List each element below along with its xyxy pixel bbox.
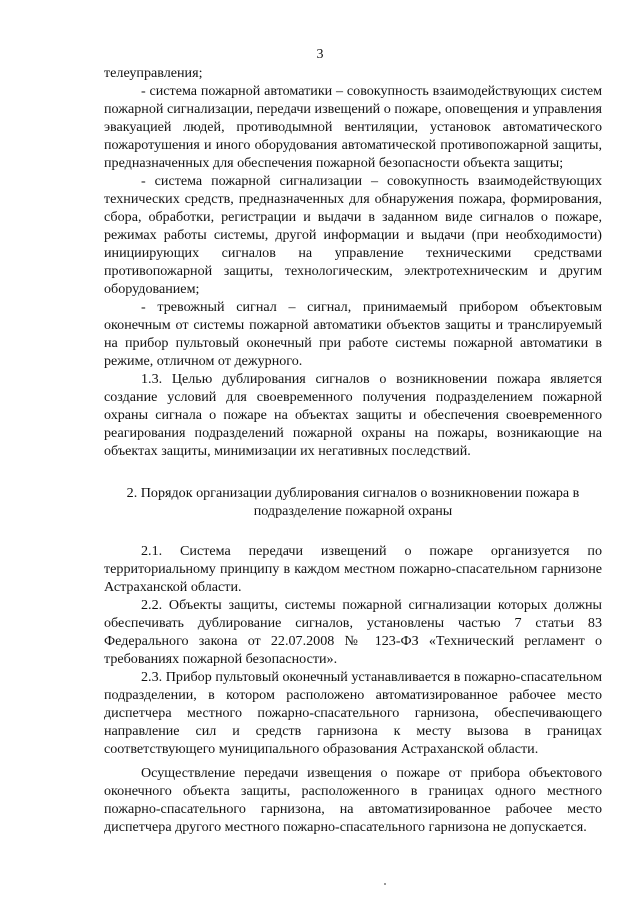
paragraph-2-2: 2.2. Объекты защиты, системы пожарной сигнализации которых должны обеспечивать дублирование сигналов, установлены частью 7 статьи 83 Федерального закона от 22.07.2008 № 123-ФЗ «Технический регламент о требованиях пожарной безопасности». — [104, 597, 602, 667]
paragraph-1-3: 1.3. Целью дублирования сигналов о возникновении пожара является создание условий для своевременного получения подразделением пожарной охраны сигнала о пожаре на объектах защиты и обеспечения своевременного реагирования подразделений пожарной охраны на пожары, возникающие на объектах защиты, минимизации их негативных последствий. — [104, 371, 602, 459]
paragraph-fire-automation-definition: - система пожарной автоматики – совокупность взаимодействующих систем пожарной сигнализации, передачи извещений о пожаре, оповещения и управления эвакуацией людей, противодымной вентиляции, установок автоматического пожаротушения и иного оборудования автоматической противопожарной защиты, предназначенных для обеспечения пожарной безопасности объекта защиты; — [104, 83, 602, 171]
section-heading: 2. Порядок организации дублирования сигналов о возникновении пожара в подразделение пожарной охраны — [126, 485, 580, 519]
document-body — [104, 64, 602, 836]
paragraph-continuation: телеуправления; — [104, 65, 203, 81]
paragraph-2-3: 2.3. Прибор пультовый оконечный устанавливается в пожарно-спасательном подразделении, в котором расположено автоматизированное рабочее место диспетчера местного пожарно-спасательного гарнизона, обеспечивающего направление сил и средств гарнизона к месту вызова в границах соответствующего муниципального образования Астраханской области. — [104, 669, 602, 757]
paragraph-alarm-signal-definition: - тревожный сигнал – сигнал, принимаемый прибором объектовым оконечным от системы пожарной автоматики объектов защиты и транслируемый на прибор пультовый оконечный при работе системы пожарной автоматики в режиме, отличном от дежурного. — [104, 299, 602, 369]
page-number: 3 — [316, 47, 324, 62]
scan-speck — [384, 883, 386, 885]
paragraph-transmission-restriction: Осуществление передачи извещения о пожаре от прибора объектового оконечного объекта защиты, расположенного в границах одного местного пожарно-спасательного гарнизона, на автоматизированное рабочее место диспетчера другого местного пожарно-спасательного гарнизона не допускается. — [104, 765, 602, 835]
paragraph-fire-alarm-definition: - система пожарной сигнализации – совокупность взаимодействующих технических средств, предназначенных для обнаружения пожара, формирования, сбора, обработки, регистрации и выдачи в заданном виде сигналов о пожаре, режимах работы системы, другой информации и выдачи (при необходимости) инициирующих сигналов на управление техническими средствами противопожарной защиты, технологическим, электротехническим и другим оборудованием; — [104, 173, 602, 297]
paragraph-2-1: 2.1. Система передачи извещений о пожаре организуется по территориальному принципу в каждом местном пожарно-спасательном гарнизоне Астраханской области. — [104, 543, 602, 595]
